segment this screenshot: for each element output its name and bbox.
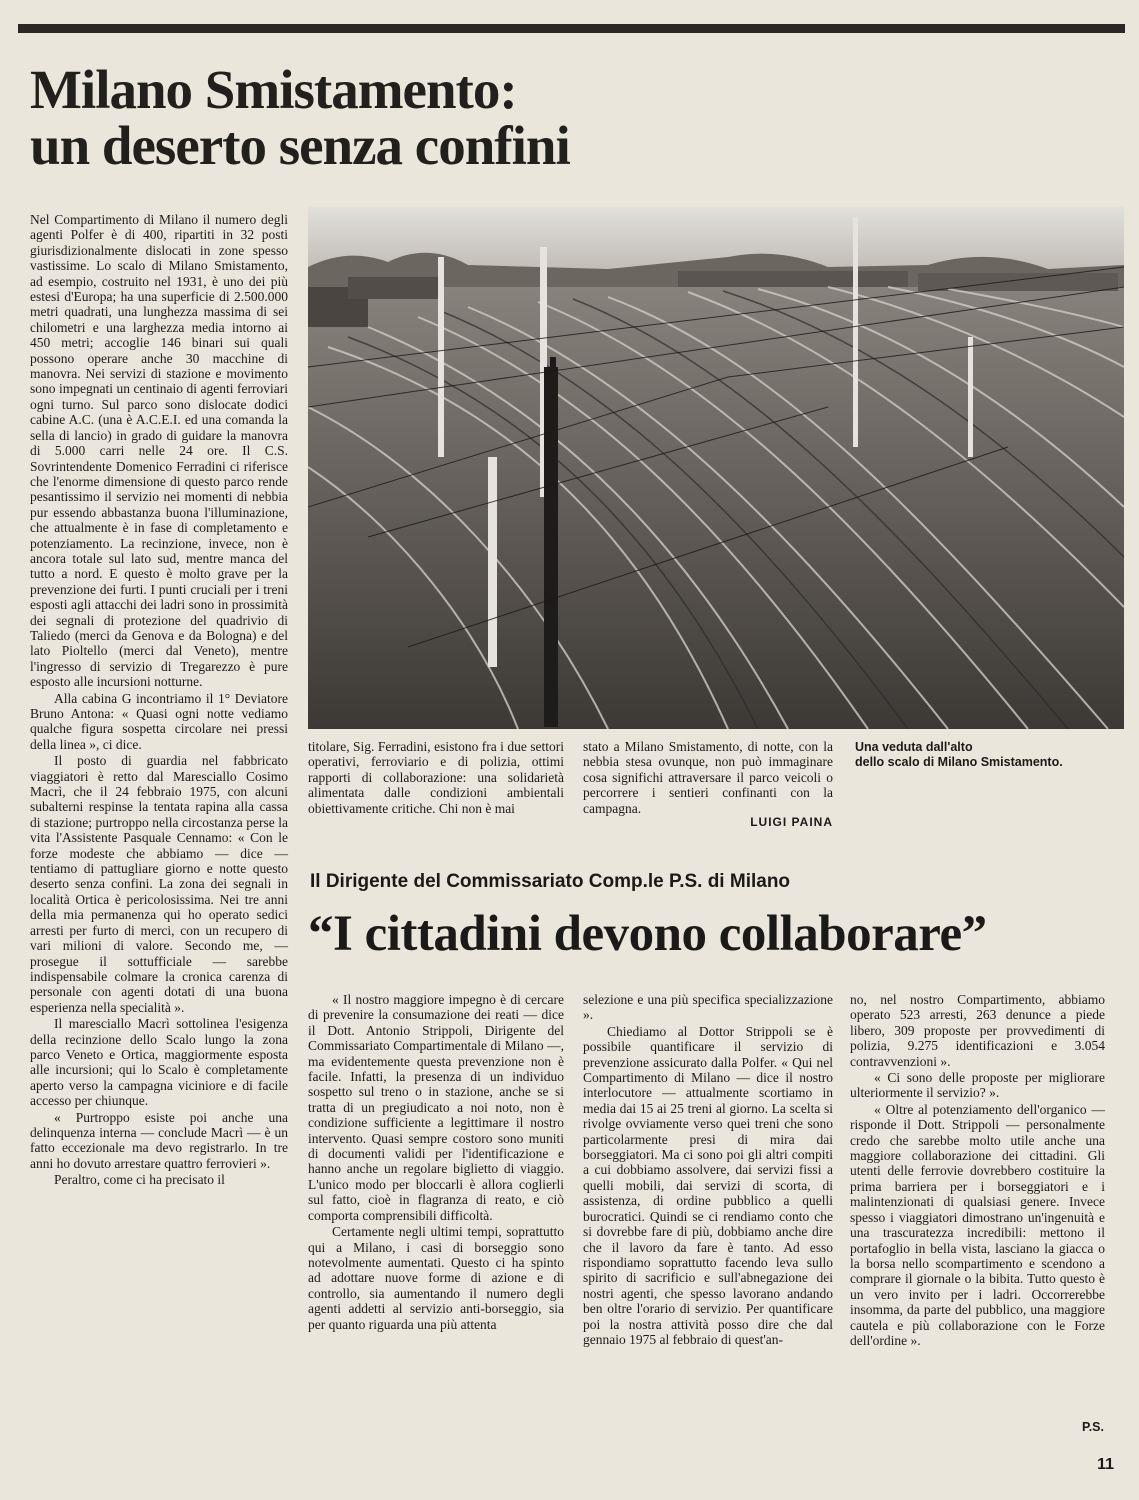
interview-column-2: [583, 992, 833, 1347]
byline: LUIGI PAINA: [750, 815, 833, 829]
interview-column-3: [850, 992, 1105, 1348]
headline-line-1: Milano Smistamento:: [30, 59, 517, 120]
intro-paragraph: Alla cabina G incontriamo il 1° Deviatore Bruno Antona: « Quasi ogni notte vediamo qualche figura sospetta circolare nei pressi della linea », ci dice.: [30, 690, 288, 752]
interview-paragraph: no, nel nostro Compartimento, abbiamo operato 523 arresti, 263 denunce a piede libero, 309 proposte per provvedimenti di polizia, 9.275 identificazioni e 3.054 contravvenzioni ».: [850, 992, 1105, 1069]
interview-paragraph: « Oltre al potenziamento dell'organico — risponde il Dott. Strippoli — personalmente credo che sarebbe molto utile anche una maggiore collaborazione dei cittadini. Gli utenti delle ferrovie dovrebbero costituire la prima barriera per i borseggiatori e i malintenzionati di qualsiasi genere. Invece spesso i viaggiatori dimostrano un'ingenuità e una trascuratezza incredibili: mettono il portafoglio in bella vista, lasciano la giacca o la borsa nello scompartimento e scendono a comprare il giornale o la bibita. Tutto questo è un vero invito per i ladri. Occorrerebbe insomma, da parte del pubblico, una maggiore cautela e più collaborazione con le Forze dell'ordine ».: [850, 1101, 1105, 1348]
intro-continued-paragraph: stato a Milano Smistamento, di notte, con la nebbia stesa ovunque, non può immaginare cosa significhi attraversare il parco veicoli o percorrere i sentieri confinanti con la campagna.: [583, 739, 833, 816]
page-number: 11: [1097, 1456, 1114, 1473]
caption-line-2: dello scalo di Milano Smistamento.: [855, 755, 1063, 769]
photo-caption: [855, 740, 1125, 770]
intro-column: [30, 212, 288, 1472]
interview-headline: “I cittadini devono collaborare”: [308, 906, 987, 962]
rail-yard-illustration: [308, 207, 1124, 729]
intro-paragraph: Il posto di guardia nel fabbricato viaggiatori è retto dal Maresciallo Cosimo Macrì, che il 24 febbraio 1975, con alcuni subalterni respinse la tentata rapina alla cassa di stazione; purtroppo nella circostanza perse la vita l'Assistente Pasquale Cennamo: « Con le forze modeste che abbiamo — dice — tentiamo di pattugliare giorno e notte questo deserto senza confini. La zona dei segnali in località Ortica è pericolosissima. Nei tre anni della mia permanenza qui ho operato sedici arresti per furto di merci, con un recupero di vari milioni di valore. Secondo me, — prosegue il sottufficiale — sarebbe indispensabile colmare la cronica carenza di personale con agenti dotati di una buona esperienza nella specialità ».: [30, 753, 288, 1015]
interview-paragraph: « Ci sono delle proposte per migliorare ulteriormente il servizio? ».: [850, 1070, 1105, 1101]
interview-signature: P.S.: [1081, 1420, 1104, 1434]
interview-paragraph: Chiediamo al Dottor Strippoli se è possibile quantificare il servizio di prevenzione assicurato dalla Polfer. « Qui nel Compartimento di Milano — dice il nostro interlocutore — attualmente scortiamo in media dai 15 ai 25 treni al giorno. La scelta si rivolge ovviamente verso quei treni che sono particolarmente presi di mira dai borseggiatori. Ma ci sono poi gli altri compiti a cui dobbiamo assolvere, dai servizi fissi a quelli mobili, dai servizi di scorta, di assistenza, di ordine pubblico a quelli burocratici. Quindi se ci rendiamo conto che si dovrebbe fare di più, dobbiamo anche dire che il lavoro da fare è tanto. Ad esso rispondiamo soprattutto facendo leva sullo spirito di sacrificio e sull'abnegazione dei nostri agenti, che spesso lavorano andando ben oltre l'orario di servizio. Per quantificare poi la nostra attività posso dire che dal gennaio 1975 al febbraio di quest'an-: [583, 1023, 833, 1347]
intro-continued-column-2: [308, 739, 564, 816]
rail-yard-photo: [308, 207, 1124, 729]
top-rule: [18, 24, 1125, 33]
intro-continued-paragraph: titolare, Sig. Ferradini, esistono fra i due settori operativi, ferroviario e di polizia, ottimi rapporti di collaborazione: una solidarietà alimentata dalle condizioni ambientali obiettivamente critiche. Chi non è mai: [308, 739, 564, 816]
interview-column-1: [308, 992, 564, 1332]
headline-line-2: un deserto senza confini: [30, 115, 570, 176]
interview-paragraph: selezione e una più specifica specializzazione ».: [583, 992, 833, 1023]
intro-paragraph: Nel Compartimento di Milano il numero degli agenti Polfer è di 400, ripartiti in 32 posti giurisdizionalmente dislocati in zone spesso vastissime. Lo scalo di Milano Smistamento, ad esempio, costruito nel 1931, è uno dei più estesi d'Europa; ha una superficie di 2.500.000 metri quadrati, una lunghezza massima di sei chilometri e una larghezza media intorno ai 450 metri; accoglie 146 binari sui quali possono operare anche 30 macchine di manovra. Nei servizi di stazione e movimento sono impegnati un centinaio di agenti ferroviari ogni turno. Sul parco sono dislocate dodici cabine A.C. (una è A.C.E.I. ed una comanda la sella di lancio) in grado di guidare la manovra di 5.000 carri nelle 24 ore. Il C.S. Sovrintendente Domenico Ferradini ci riferisce che l'enorme dimensione di questo parco rende pesantissimo il servizio nei momenti di nebbia pur essendo abbastanza buona l'illuminazione, che attualmente è in fase di completamento e potenziamento. La recinzione, invece, non è ancora totale sul lato sud, mentre manca del tutto a nord. E questo è molto grave per la prevenzione dei furti. I punti cruciali per i treni esposti agli attacchi dei ladri sono in prossimità dei segnali di protezione del quadrivio di Taliedo (merci da Genova e da Bologna) e del lato Pioltello (merci dal Veneto), mentre l'ingresso di servizio di Tregarezzo è pure esposto alle incursioni notturne.: [30, 212, 288, 690]
interview-paragraph: « Il nostro maggiore impegno è di cercare di prevenire la consumazione dei reati — dice il Dott. Antonio Strippoli, Dirigente del Commissariato Compartimentale di Milano —, ma evidentemente questa prevenzione non è facile. Infatti, la presenza di un individuo sospetto sul treno o in stazione, anche se si tratta di un pregiudicato a noi noto, non è condizione sufficiente a legittimare il nostro intervento. Quasi sempre costoro sono muniti di documenti validi per l'identificazione e hanno anche un regolare biglietto di viaggio. L'unico modo per bloccarli è allora coglierli sul fatto, cioè in flagranza di reato, e ciò comporta comprensibili difficoltà.: [308, 992, 564, 1223]
interview-kicker: Il Dirigente del Commissariato Comp.le P.S. di Milano: [310, 871, 791, 892]
main-headline: [30, 59, 850, 176]
intro-paragraph: Il maresciallo Macrì sottolinea l'esigenza della recinzione dello Scalo lungo la zona parco Veneto e Ortica, maggiormente esposta alle incursioni; qui lo Scalo è completamente aperto verso la campagna viciniore e di facile accesso per chiunque.: [30, 1016, 288, 1109]
intro-paragraph: « Purtroppo esiste poi anche una delinquenza interna — conclude Macrì — è un fatto eccezionale ma devo registrarlo. In tre anni ho dovuto arrestare quattro ferrovieri ».: [30, 1109, 288, 1171]
intro-paragraph: Peraltro, come ci ha precisato il: [54, 1172, 225, 1188]
intro-continued-column-3: [583, 739, 833, 816]
caption-line-1: Una veduta dall'alto: [855, 740, 973, 754]
interview-paragraph: Certamente negli ultimi tempi, soprattutto qui a Milano, i casi di borseggio sono notevolmente aumentati. Questo ci ha spinto ad adottare nuove forme di azione e di controllo, sia aumentando il numero degli agenti addetti al servizio anti-borseggio, sia per quanto riguarda una più attenta: [308, 1224, 564, 1332]
